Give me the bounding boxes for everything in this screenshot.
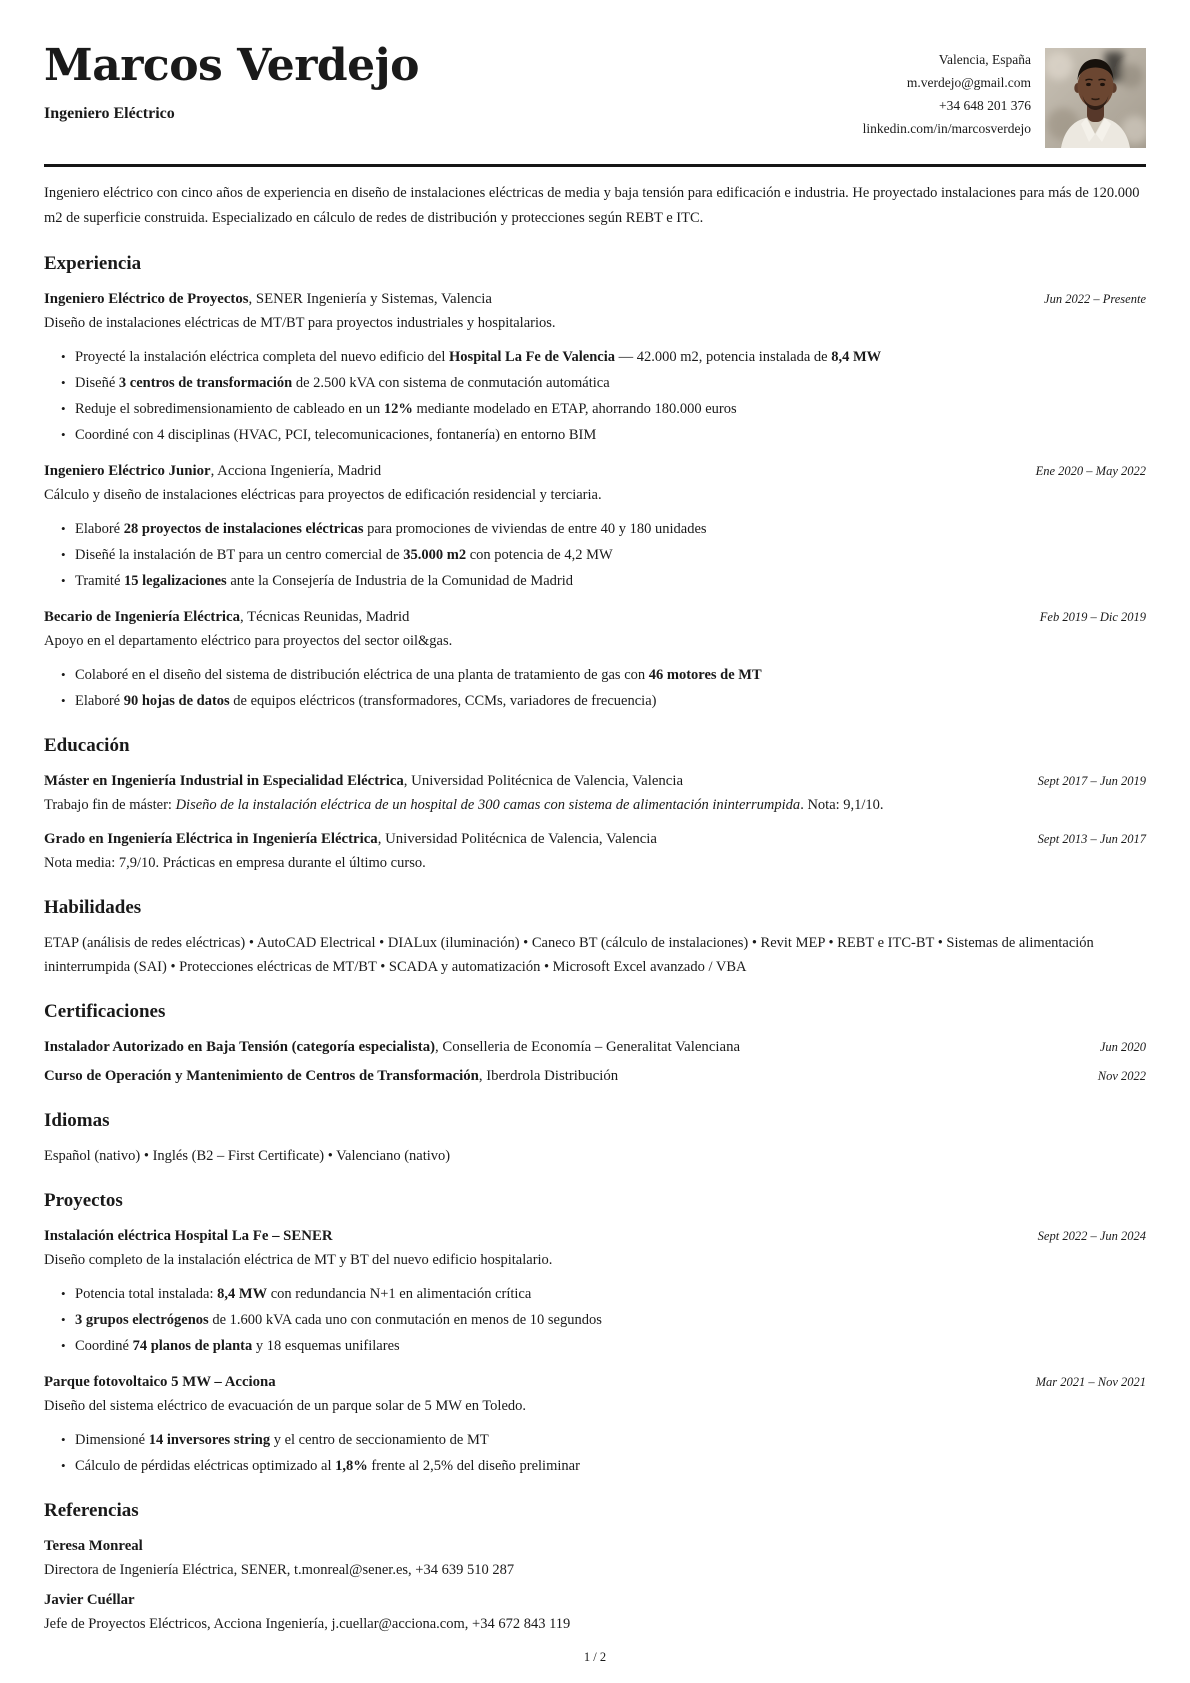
person-title: Ingeniero Eléctrico — [44, 105, 175, 122]
project-date: Sept 2022 – Jun 2024 — [1037, 1229, 1146, 1243]
section-referencias — [44, 1498, 1146, 1636]
job-role: Ingeniero Eléctrico de Proyectos — [44, 291, 249, 307]
reference-name: Javier Cuéllar — [44, 1592, 135, 1608]
job-header — [44, 605, 1146, 629]
certification-date: Nov 2022 — [1097, 1069, 1146, 1083]
section-certificaciones — [44, 999, 1146, 1088]
reference-entry — [44, 1534, 1146, 1582]
education-header — [44, 769, 1146, 793]
project-header — [44, 1370, 1146, 1394]
job-title-line — [44, 605, 409, 629]
certification-title-line — [44, 1064, 618, 1088]
reference-detail: Directora de Ingeniería Eléctrica, SENER, t.monreal@sener.es, +34 639 510 287 — [44, 1562, 515, 1578]
contact-location: Valencia, España — [938, 52, 1031, 67]
certification-title-line — [44, 1035, 740, 1059]
job-date: Jun 2022 – Presente — [1044, 292, 1146, 306]
job-bullets — [44, 663, 1146, 713]
section-heading-referencias: Referencias — [44, 1500, 139, 1521]
certification-date: Jun 2020 — [1099, 1040, 1146, 1054]
project-bullets — [44, 1282, 1146, 1358]
bullet-item: • Colaboré en el diseño del sistema de distribución eléctrica de una planta de tratamiento de gas con 46 motores de MT — [75, 663, 1146, 687]
job-desc: Apoyo en el departamento eléctrico para proyectos del sector oil&gas. — [44, 633, 453, 649]
header-divider — [44, 164, 1146, 167]
job-date: Ene 2020 – May 2022 — [1035, 464, 1146, 478]
degree-name: Grado en Ingeniería Eléctrica in Ingeniería Eléctrica — [44, 831, 378, 847]
job-entry — [44, 287, 1146, 447]
project-desc: Diseño del sistema eléctrico de evacuación de un parque solar de 5 MW en Toledo. — [44, 1398, 527, 1414]
section-experiencia — [44, 251, 1146, 713]
job-title-line — [44, 459, 381, 483]
certification-org: , Iberdrola Distribución — [478, 1068, 619, 1084]
bullet-item: • Cálculo de pérdidas eléctricas optimizado al 1,8% frente al 2,5% del diseño preliminar — [75, 1454, 1146, 1478]
job-date: Feb 2019 – Dic 2019 — [1039, 610, 1146, 624]
bullet-item: • Coordiné con 4 disciplinas (HVAC, PCI, telecomunicaciones, fontanería) en entorno BIM — [75, 423, 1146, 447]
section-heading-idiomas: Idiomas — [44, 1110, 110, 1131]
certification-entry — [44, 1035, 1146, 1059]
project-date: Mar 2021 – Nov 2021 — [1035, 1375, 1146, 1389]
degree-name: Máster en Ingeniería Industrial in Especialidad Eléctrica — [44, 773, 404, 789]
job-title-line — [44, 287, 492, 311]
bullet-item: • Proyecté la instalación eléctrica completa del nuevo edificio del Hospital La Fe de Valencia — 42.000 m2, potencia instalada de 8,4 MW — [75, 345, 1146, 369]
bullet-item: • Elaboré 90 hojas de datos de equipos eléctricos (transformadores, CCMs, variadores de frecuencia) — [75, 689, 1146, 713]
profile-photo — [1045, 48, 1146, 148]
education-detail: Trabajo fin de máster: Diseño de la instalación eléctrica de un hospital de 300 camas con sistema de alimentación ininterrumpida. Nota: 9,1/10. — [44, 797, 884, 813]
bullet-item: • Coordiné 74 planos de planta y 18 esquemas unifilares — [75, 1334, 1146, 1358]
job-role: Ingeniero Eléctrico Junior — [44, 463, 211, 479]
job-bullets — [44, 345, 1146, 447]
education-entry — [44, 827, 1146, 875]
resume-header — [44, 38, 1146, 148]
bullet-item: • Reduje el sobredimensionamiento de cableado en un 12% mediante modelado en ETAP, ahorrando 180.000 euros — [75, 397, 1146, 421]
education-title-line — [44, 769, 683, 793]
job-header — [44, 287, 1146, 311]
languages-list: Español (nativo) • Inglés (B2 – First Certificate) • Valenciano (nativo) — [44, 1148, 451, 1164]
job-org: , Acciona Ingeniería, Madrid — [210, 463, 382, 479]
reference-detail: Jefe de Proyectos Eléctricos, Acciona Ingeniería, j.cuellar@acciona.com, +34 672 843 119 — [44, 1616, 571, 1632]
bullet-item: • Elaboré 28 proyectos de instalaciones eléctricas para promociones de viviendas de entre 40 y 180 unidades — [75, 517, 1146, 541]
contact-info — [863, 48, 1031, 140]
header-identity — [44, 38, 419, 123]
section-heading-educacion: Educación — [44, 735, 130, 756]
bullet-item: • 3 grupos electrógenos de 1.600 kVA cada uno con conmutación en menos de 10 segundos — [75, 1308, 1146, 1332]
section-proyectos — [44, 1188, 1146, 1478]
project-title-line — [44, 1370, 276, 1394]
education-header — [44, 827, 1146, 851]
job-entry — [44, 459, 1146, 593]
education-entry — [44, 769, 1146, 817]
education-date: Sept 2017 – Jun 2019 — [1037, 774, 1146, 788]
person-name: Marcos Verdejo — [44, 40, 419, 91]
page-number: 1 / 2 — [583, 1650, 607, 1664]
job-entry — [44, 605, 1146, 713]
project-desc: Diseño completo de la instalación eléctrica de MT y BT del nuevo edificio hospitalario. — [44, 1252, 553, 1268]
section-heading-experiencia: Experiencia — [44, 253, 142, 274]
job-org: , SENER Ingeniería y Sistemas, Valencia — [248, 291, 492, 307]
section-idiomas — [44, 1108, 1146, 1168]
skills-list: ETAP (análisis de redes eléctricas) • AutoCAD Electrical • DIALux (iluminación) • Caneco BT (cálculo de instalaciones) • Revit MEP • REBT e ITC-BT • Sistemas de alimentación ininterrumpida (SAI) • Protecciones eléctricas de MT/BT • SCADA y automatización • Microsoft Excel avanzado / VBA — [44, 935, 1094, 975]
degree-org: , Universidad Politécnica de Valencia, Valencia — [403, 773, 684, 789]
bullet-item: • Diseñé la instalación de BT para un centro comercial de 35.000 m2 con potencia de 4,2 MW — [75, 543, 1146, 567]
summary-text: Ingeniero eléctrico con cinco años de experiencia en diseño de instalaciones eléctricas de media y baja tensión para edificación e industria. He proyectado instalaciones para más de 120.000 m2 de superficie construida. Especializado en cálculo de redes de distribución y protecciones según REBT e ITC. — [44, 185, 1140, 226]
project-header — [44, 1224, 1146, 1248]
contact-email: m.verdejo@gmail.com — [906, 75, 1031, 90]
reference-entry — [44, 1588, 1146, 1636]
bullet-item: • Tramité 15 legalizaciones ante la Consejería de Industria de la Comunidad de Madrid — [75, 569, 1146, 593]
project-entry — [44, 1370, 1146, 1478]
header-contact-block — [863, 48, 1146, 148]
section-heading-certificaciones: Certificaciones — [44, 1001, 166, 1022]
certification-entry — [44, 1064, 1146, 1088]
degree-org: , Universidad Politécnica de Valencia, Valencia — [377, 831, 657, 847]
project-title-line — [44, 1224, 333, 1248]
profile-photo-illustration — [1045, 48, 1146, 148]
job-bullets — [44, 517, 1146, 593]
section-heading-proyectos: Proyectos — [44, 1190, 123, 1211]
bullet-item: • Diseñé 3 centros de transformación de 2.500 kVA con sistema de conmutación automática — [75, 371, 1146, 395]
job-org: , Técnicas Reunidas, Madrid — [240, 609, 410, 625]
contact-phone: +34 648 201 376 — [939, 98, 1031, 113]
project-name: Parque fotovoltaico 5 MW – Acciona — [44, 1374, 276, 1390]
section-heading-habilidades: Habilidades — [44, 897, 142, 918]
section-educacion — [44, 733, 1146, 875]
certification-org: , Conselleria de Economía – Generalitat Valenciana — [435, 1039, 741, 1055]
education-date: Sept 2013 – Jun 2017 — [1037, 832, 1146, 846]
education-title-line — [44, 827, 657, 851]
section-habilidades — [44, 895, 1146, 979]
project-name: Instalación eléctrica Hospital La Fe – SENER — [44, 1228, 333, 1244]
certification-name: Instalador Autorizado en Baja Tensión (categoría especialista) — [44, 1039, 436, 1055]
job-desc: Diseño de instalaciones eléctricas de MT/BT para proyectos industriales y hospitalarios. — [44, 315, 556, 331]
job-role: Becario de Ingeniería Eléctrica — [44, 609, 241, 625]
job-header — [44, 459, 1146, 483]
project-entry — [44, 1224, 1146, 1358]
project-bullets — [44, 1428, 1146, 1478]
reference-name: Teresa Monreal — [44, 1538, 143, 1554]
bullet-item: • Dimensioné 14 inversores string y el centro de seccionamiento de MT — [75, 1428, 1146, 1452]
contact-linkedin: linkedin.com/in/marcosverdejo — [862, 121, 1031, 136]
education-detail: Nota media: 7,9/10. Prácticas en empresa durante el último curso. — [44, 855, 426, 871]
bullet-item: • Potencia total instalada: 8,4 MW con redundancia N+1 en alimentación crítica — [75, 1282, 1146, 1306]
job-desc: Cálculo y diseño de instalaciones eléctricas para proyectos de edificación residencial y terciaria. — [44, 487, 602, 503]
certification-name: Curso de Operación y Mantenimiento de Centros de Transformación — [44, 1068, 479, 1084]
